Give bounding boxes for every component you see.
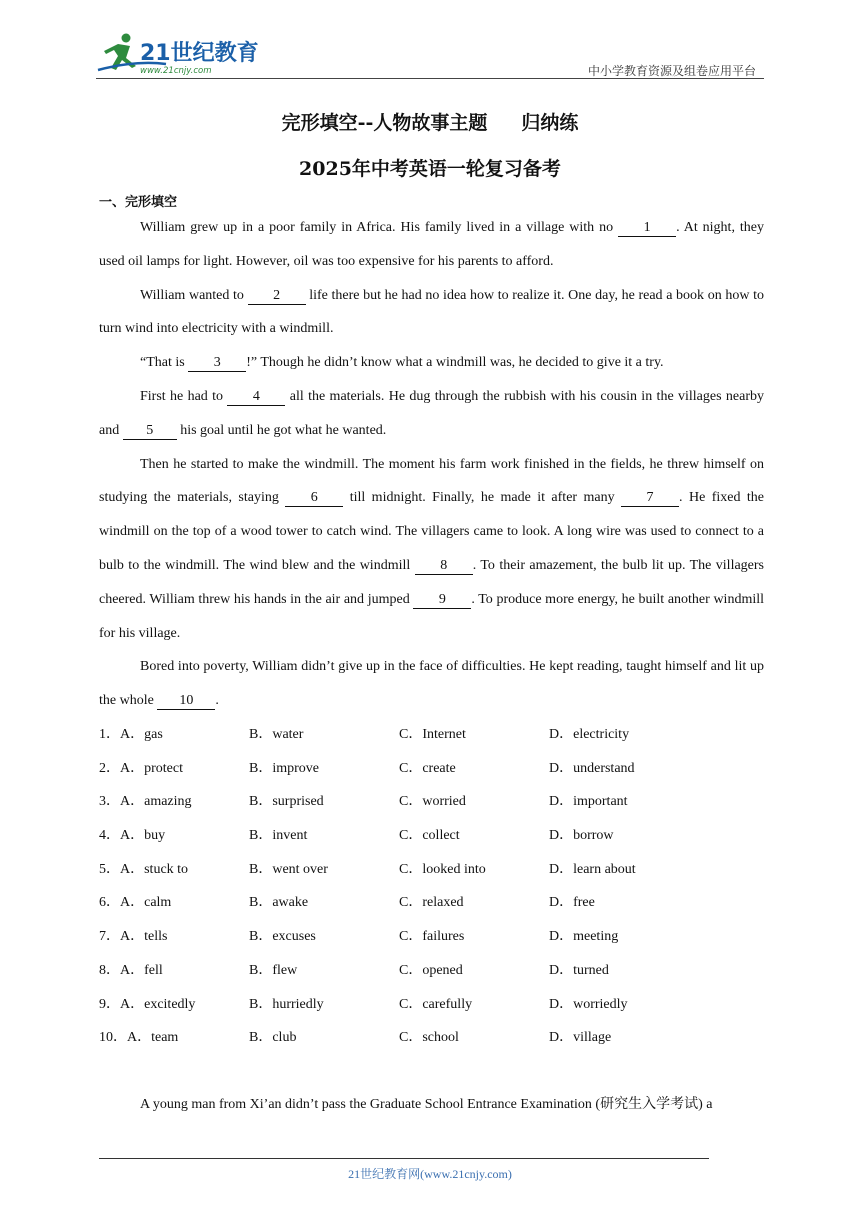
blank-6: 6 [285, 490, 343, 507]
option-b: B．club [249, 1030, 297, 1046]
option-d: D．understand [549, 760, 635, 776]
option-row [99, 920, 764, 954]
option-a: 4．A．buy [99, 828, 166, 844]
blank-8: 8 [415, 558, 473, 575]
logo-url: www.21cnjy.com [140, 66, 212, 76]
option-b: B．excuses [249, 929, 316, 945]
option-a: 6．A．calm [99, 895, 172, 911]
option-c: C．school [399, 1030, 459, 1046]
option-b: B．awake [249, 895, 309, 911]
option-c: C．opened [399, 962, 463, 978]
blank-5: 5 [123, 423, 177, 440]
header-divider [96, 78, 764, 79]
option-c: C．worried [399, 794, 466, 810]
option-c: C．failures [399, 929, 465, 945]
option-a: 2．A．protect [99, 760, 183, 776]
blank-7: 7 [621, 490, 679, 507]
option-b: B．invent [249, 828, 308, 844]
option-row [99, 886, 764, 920]
option-row [99, 785, 764, 819]
passage-2-start: A young man from Xi’an didn’t pass the Graduate School Entrance Examination (研究生入学考试) a [140, 1097, 713, 1112]
option-a: 3．A．amazing [99, 794, 192, 810]
option-row [99, 1021, 764, 1055]
option-a: 8．A．fell [99, 962, 163, 978]
cloze-passage [99, 211, 764, 718]
option-a: 10．A．team [99, 1030, 179, 1046]
platform-name: 中小学教育资源及组卷应用平台 [587, 64, 756, 78]
blank-3: 3 [188, 355, 246, 372]
option-d: D．learn about [549, 861, 636, 877]
option-row [99, 954, 764, 988]
blank-2: 2 [248, 288, 306, 305]
page-subtitle: 2025年中考英语一轮复习备考 [299, 158, 561, 180]
option-d: D．free [549, 895, 595, 911]
paragraph-5: Then he started to make the windmill. The moment his farm work finished in the fields, he threw himself on studying the materials, staying 6 till midnight. Finally, he made it after many 7 . He fixed the windmill on the top of a wood tower to catch wind. The villagers came to look. A long wire was used to connect to a bulb to the windmill. The wind blew and the windmill 8 . To their amazement, the bulb lit up. The villagers cheered. William threw his hands in the air and jumped 9 . To produce more energy, he built another windmill for his village. [99, 456, 765, 641]
blank-10: 10 [157, 693, 215, 710]
paragraph-4: First he had to 4 all the materials. He dug through the rubbish with his cousin in the villages nearby and 5 his goal until he got what he wanted. [99, 388, 764, 438]
page-header [96, 30, 764, 80]
option-row [99, 718, 764, 752]
option-c: C．Internet [399, 727, 466, 742]
option-a: 7．A．tells [99, 929, 168, 945]
option-d: D．electricity [549, 727, 630, 742]
option-a: 5．A．stuck to [99, 861, 189, 877]
logo-text: 21世纪教育 [140, 41, 259, 66]
page-title [0, 108, 860, 135]
option-b: B．went over [249, 861, 328, 877]
option-d: D．worriedly [549, 996, 628, 1012]
blank-4: 4 [227, 389, 285, 406]
answer-options [99, 718, 764, 1055]
paragraph-6: Bored into poverty, William didn’t give up in the face of difficulties. He kept reading, taught himself and lit up the whole 10 . [99, 659, 764, 709]
option-c: C．relaxed [399, 895, 464, 911]
option-c: C．collect [399, 828, 460, 844]
option-row [99, 853, 764, 887]
option-b: B．hurriedly [249, 996, 324, 1012]
option-d: D．borrow [549, 828, 614, 844]
footer-link[interactable]: 21世纪教育网(www.21cnjy.com) [348, 1167, 512, 1181]
option-d: D．turned [549, 962, 609, 978]
paragraph-1: William grew up in a poor family in Africa. His family lived in a village with no 1 . At night, they used oil lamps for light. However, oil was too expensive for his parents to afford. [99, 220, 764, 269]
option-b: B．improve [249, 760, 319, 776]
option-d: D．village [549, 1030, 612, 1046]
option-d: D．meeting [549, 929, 619, 945]
option-row [99, 819, 764, 853]
option-d: D．important [549, 794, 628, 810]
option-b: B．flew [249, 962, 298, 978]
paragraph-2: William wanted to 2 life there but he had no idea how to realize it. One day, he read a book on how to turn wind into electricity with a windmill. [99, 287, 764, 337]
option-c: C．looked into [399, 861, 486, 877]
paragraph-3: “That is 3 !” Though he didn’t know what a windmill was, he decided to give it a try. [140, 355, 664, 371]
title-type: 归纳练 [521, 112, 579, 134]
blank-1: 1 [618, 220, 676, 237]
footer-divider [99, 1158, 709, 1159]
site-logo [96, 30, 266, 76]
option-c: C．carefully [399, 996, 473, 1012]
option-row [99, 988, 764, 1022]
blank-9: 9 [413, 592, 471, 609]
option-a: 1．A．gas [99, 727, 163, 742]
option-c: C．create [399, 760, 456, 776]
option-b: B．water [249, 727, 304, 742]
option-b: B．surprised [249, 794, 324, 810]
title-topic: 完形填空--人物故事主题 [281, 112, 488, 134]
option-row [99, 752, 764, 786]
option-a: 9．A．excitedly [99, 996, 196, 1012]
section-heading: 一、完形填空 [99, 195, 178, 210]
